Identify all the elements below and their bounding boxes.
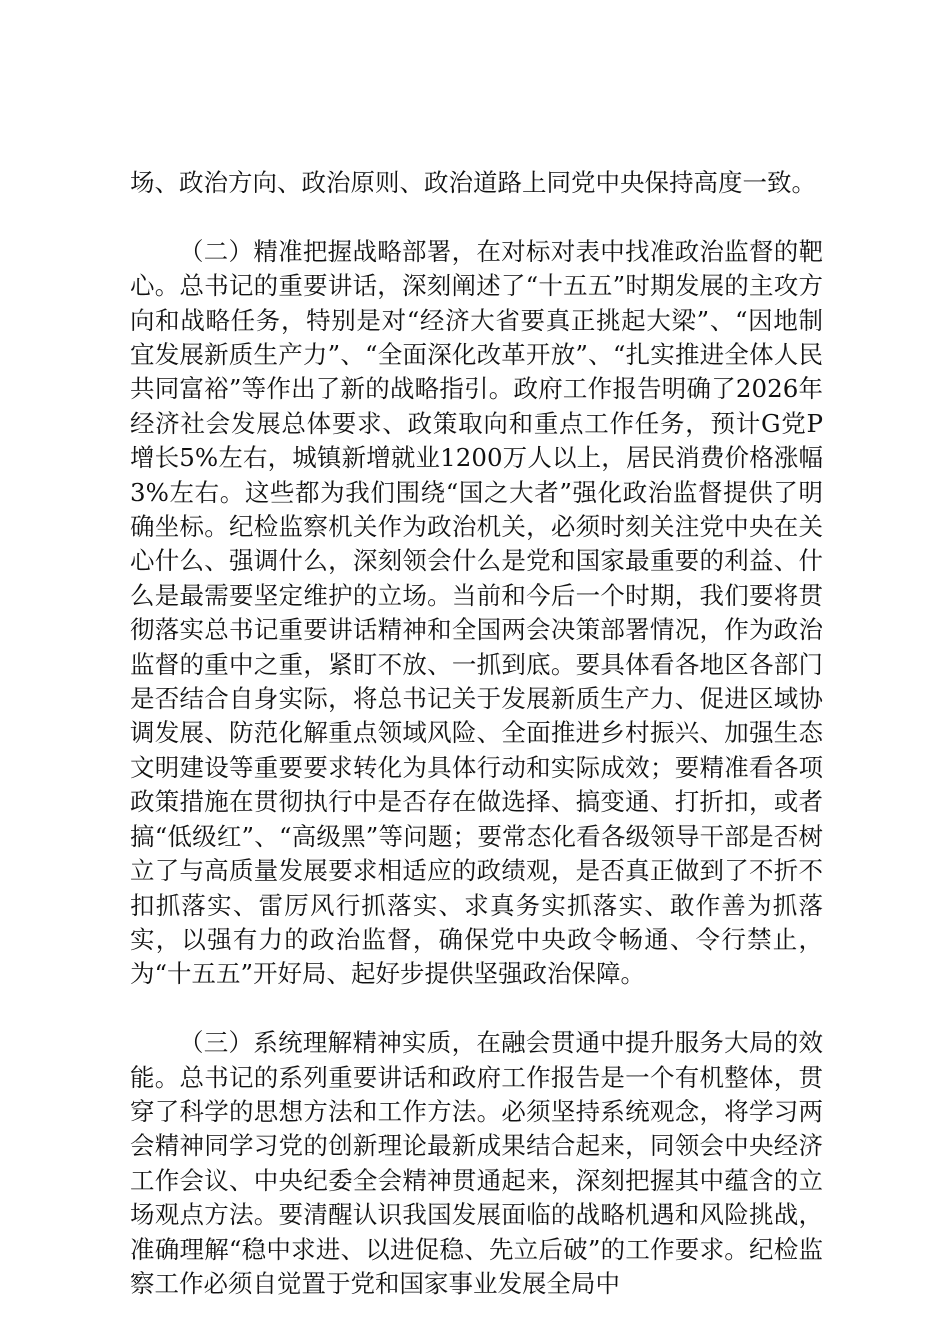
paragraph-section-2: （二）精准把握战略部署，在对标对表中找准政治监督的靶心。总书记的重要讲话，深刻阐述了“十五五”时期发展的主攻方向和战略任务，特别是对“经济大省要真正挑起大梁”、“因地制宜发展新质生产力”、“全面深化改革开放”、“扎实推进全体人民共同富裕”等作出了新的战略指引。政府工作报告明确了2026年经济社会发展总体要求、政策取向和重点工作任务，预计G党P增长5%左右，城镇新增就业1200万人以上，居民消费价格涨幅3%左右。这些都为我们围绕“国之大者”强化政治监督提供了明确坐标。纪检监察机关作为政治机关，必须时刻关注党中央在关心什么、强调什么，深刻领会什么是党和国家最重要的利益、什么是最需要坚定维护的立场。当前和今后一个时期，我们要将贯彻落实总书记重要讲话精神和全国两会决策部署情况，作为政治监督的重中之重，紧盯不放、一抓到底。要具体看各地区各部门是否结合自身实际，将总书记关于发展新质生产力、促进区域协调发展、防范化解重点领域风险、全面推进乡村振兴、加强生态文明建设等重要要求转化为具体行动和实际成效；要精准看各项政策措施在贯彻执行中是否存在做选择、搞变通、打折扣，或者搞“低级红”、“高级黑”等问题；要常态化看各级领导干部是否树立了与高质量发展要求相适应的政绩观，是否真正做到了不折不扣抓落实、雷厉风行抓落实、求真务实抓落实、敢作善为抓落实，以强有力的政治监督，确保党中央政令畅通、令行禁止，为“十五五”开好局、起好步提供坚强政治保障。 bbox=[130, 236, 823, 989]
paragraph-gap bbox=[130, 200, 823, 234]
document-body bbox=[130, 166, 823, 1301]
paragraph-gap bbox=[130, 992, 823, 1026]
paragraph-continuation: 场、政治方向、政治原则、政治道路上同党中央保持高度一致。 bbox=[130, 168, 816, 197]
paragraph-section-3: （三）系统理解精神实质，在融会贯通中提升服务大局的效能。总书记的系列重要讲话和政府工作报告是一个有机整体，贯穿了科学的思想方法和工作方法。必须坚持系统观念，将学习两会精神同学习党的创新理论最新成果结合起来，同领会中央经济工作会议、中央纪委全会精神贯通起来，深刻把握其中蕴含的立场观点方法。要清醒认识我国发展面临的战略机遇和风险挑战，准确理解“稳中求进、以进促稳、先立后破”的工作要求。纪检监察工作必须自觉置于党和国家事业发展全局中 bbox=[130, 1028, 823, 1298]
